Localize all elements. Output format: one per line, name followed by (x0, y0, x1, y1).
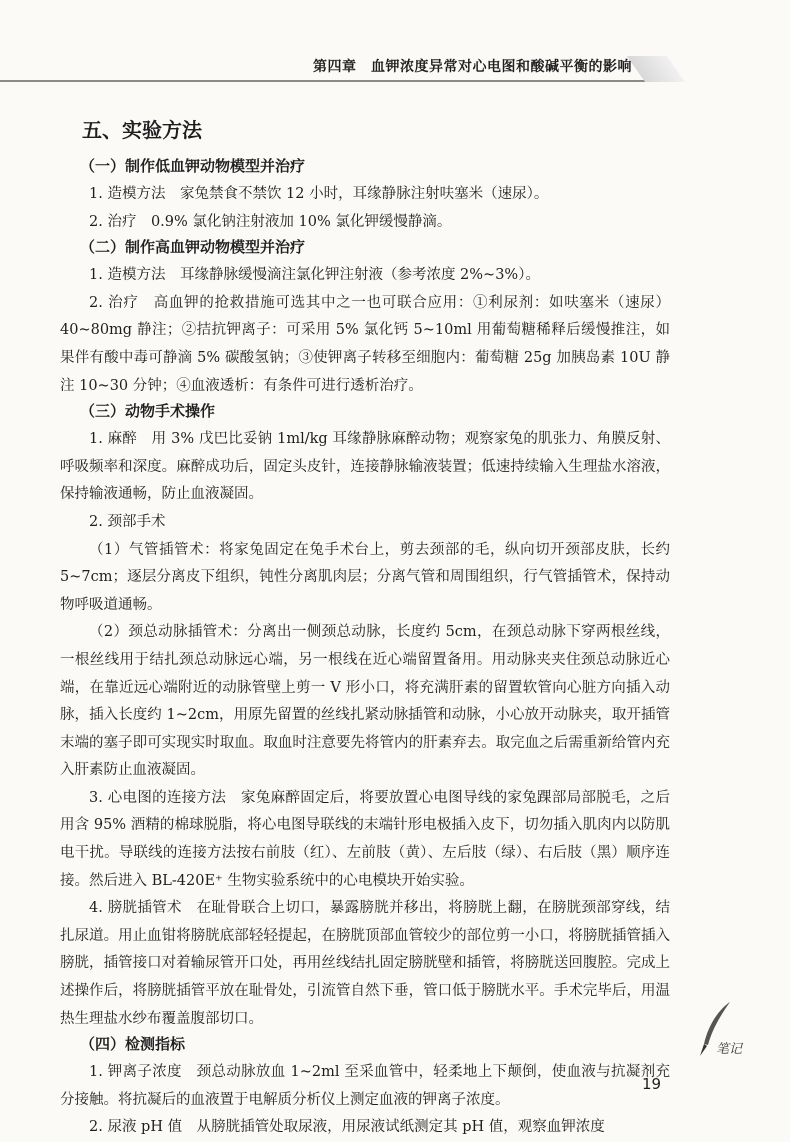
paragraph: 2. 治疗 高血钾的抢救措施可选其中之一也可联合应用：①利尿剂：如呋塞米（速尿）40~80mg 静注；②拮抗钾离子：可采用 5% 氯化钙 5~10ml 用葡萄糖稀释后缓慢推注，如果伴有酸中毒可静滴 5% 碳酸氢钠；③使钾离子转移至细胞内：葡萄糖 25g 加胰岛素 10U 静注 10~30 分钟；④血液透析：有条件可进行透析治疗。 (60, 294, 670, 394)
paragraph: 1. 钾离子浓度 颈总动脉放血 1~2ml 至采血管中，轻柔地上下颠倒，使血液与抗凝剂充分接触。将抗凝后的血液置于电解质分析仪上测定血液的钾离子浓度。 (60, 1064, 670, 1108)
paragraph: 1. 造模方法 家兔禁食不禁饮 12 小时，耳缘静脉注射呋塞米（速尿）。 (89, 186, 549, 202)
page-content (60, 108, 670, 1142)
subsection-heading: （一）制作低血钾动物模型并治疗 (80, 157, 306, 175)
paragraph: 1. 造模方法 耳缘静脉缓慢滴注氯化钾注射液（参考浓度 2%~3%）。 (89, 267, 540, 284)
paragraph: 2. 尿液 pH 值 从膀胱插管处取尿液，用尿液试纸测定其 pH 值，观察血钾浓度 (89, 1119, 605, 1136)
paragraph: 4. 膀胱插管术 在耻骨联合上切口，暴露膀胱并移出，将膀胱上翻，在膀胱颈部穿线，结扎尿道。用止血钳将膀胱底部轻轻提起，在膀胱顶部血管较少的部位剪一小口，将膀胱插管插入膀胱，插管接口对着输尿管开口处，再用丝线结扎固定膀胱壁和插管，将膀胱送回腹腔。完成上述操作后，将膀胱插管平放在耻骨处，引流管自然下垂，管口低于膀胱水平。手术完毕后，用温热生理盐水纱布覆盖腹部切口。 (60, 900, 670, 1027)
paragraph: （2）颈总动脉插管术：分离出一侧颈总动脉，长度约 5cm，在颈总动脉下穿两根丝线，一根丝线用于结扎颈总动脉远心端，另一根线在近心端留置备用。用动脉夹夹住颈总动脉近心端，在靠近远心端附近的动脉管壁上剪一 V 形小口，将充满肝素的留置软管向心脏方向插入动脉，插入长度约 1~2cm，用原先留置的丝线扎紧动脉插管和动脉，小心放开动脉夹，取开插管末端的塞子即可实现实时取血。取血时注意要先将管内的肝素弃去。取完血之后需重新给管内充入肝素防止血液凝固。 (60, 624, 670, 779)
running-header (0, 50, 660, 82)
subsection-heading: （二）制作高血钾动物模型并治疗 (80, 238, 306, 257)
paragraph: 2. 治疗 0.9% 氯化钠注射液加 10% 氯化钾缓慢静滴。 (89, 213, 452, 230)
subsection-heading: （三）动物手术操作 (80, 402, 216, 421)
paragraph: 3. 心电图的连接方法 家兔麻醉固定后，将要放置心电图导线的家兔踝部局部脱毛，之后用含 95% 酒精的棉球脱脂，将心电图导联线的末端针形电极插入皮下，切勿插入肌肉内以防肌电干扰。导联线的连接方法按右前肢（红）、左前肢（黄）、左后肢（绿）、右后肢（黑）顺序连接。然后进入 BL-420E⁺ 生物实验系统中的心电模块开始实验。 (60, 789, 670, 889)
subsection-heading: （四）检测指标 (80, 1035, 186, 1054)
paragraph: 1. 麻醉 用 3% 戊巴比妥钠 1ml/kg 耳缘静脉麻醉动物；观察家兔的肌张力、角膜反射、呼吸频率和深度。麻醉成功后，固定头皮针，连接静脉输液装置；低速持续输入生理盐水溶液，保持输液通畅，防止血液凝固。 (60, 431, 670, 503)
paragraph: （1）气管插管术：将家兔固定在兔手术台上，剪去颈部的毛，纵向切开颈部皮肤，长约 5~7cm；逐层分离皮下组织，钝性分离肌肉层；分离气管和周围组织，行气管插管术，保持动物呼吸道通畅。 (60, 541, 670, 613)
notes-margin-marker (696, 1000, 766, 1060)
page-number: 19 (642, 1075, 662, 1093)
notes-label: 笔记 (716, 1042, 743, 1057)
paragraph: 2. 颈部手术 (89, 513, 166, 530)
section-title: 五、实验方法 (82, 118, 202, 142)
chapter-title: 第四章 血钾浓度异常对心电图和酸碱平衡的影响 (313, 59, 632, 75)
text-blocks (60, 155, 670, 1142)
